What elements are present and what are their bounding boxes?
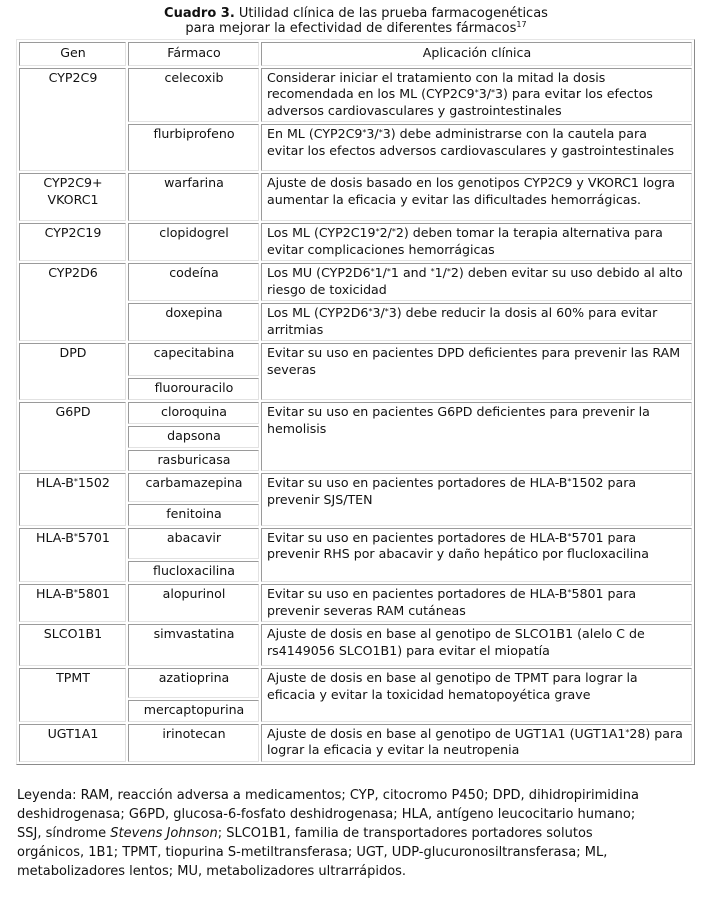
application-cell: Evitar su uso en pacientes DPD deficientes para prevenir las RAM severas: [261, 343, 692, 400]
gene-cell: HLA-B*5801: [19, 584, 126, 622]
table-row: [19, 223, 692, 261]
allele-star-marker: *: [474, 88, 479, 97]
drug-cell: cloroquina: [128, 402, 259, 424]
table-row: [19, 68, 692, 123]
application-cell: Evitar su uso en pacientes portadores de HLA-B*5701 para prevenir RHS por abacavir y daño hepático por flucloxacilina: [261, 528, 692, 583]
table-row: [19, 473, 692, 502]
application-cell: Los ML (CYP2C19*2/*2) deben tomar la terapia alternativa para evitar complicaciones hemorrágicas: [261, 223, 692, 261]
drug-cell: simvastatina: [128, 624, 259, 666]
allele-star-marker: *: [378, 128, 383, 137]
gene-cell: CYP2C9+ VKORC1: [19, 173, 126, 221]
legend-italic-term: Stevens Johnson: [110, 826, 218, 841]
table-row: [19, 173, 692, 221]
allele-star-marker: *: [391, 227, 396, 236]
drug-cell: alopurinol: [128, 584, 259, 622]
caption-title-part-2: para mejorar la efectividad de diferentes fármacos: [185, 21, 517, 36]
drug-cell: flurbiprofeno: [128, 124, 259, 171]
caption-label: Cuadro 3.: [164, 6, 235, 21]
gene-cell: CYP2C9: [19, 68, 126, 172]
drug-cell: mercaptopurina: [128, 700, 259, 722]
table-legend: [17, 786, 657, 881]
legend-text-1: Leyenda: RAM, reacción adversa a medicamentos; CYP, citocromo P450; DPD, dihidropirimidina deshidrogenasa; G6PD, glucosa-6-fosfato deshidrogenasa; HLA, antígeno leucocitario humano; SSJ, síndrome: [17, 788, 639, 841]
gene-cell: SLCO1B1: [19, 624, 126, 666]
application-cell: Evitar su uso en pacientes G6PD deficientes para prevenir la hemolisis: [261, 402, 692, 471]
allele-star-marker: *: [386, 267, 391, 276]
table-row: [19, 402, 692, 424]
header-aplicacion: Aplicación clínica: [261, 42, 692, 66]
allele-star-marker: *: [567, 588, 572, 597]
caption-reference: 17: [516, 20, 527, 29]
application-cell: Los MU (CYP2D6*1/*1 and *1/*2) deben evitar su uso debido al alto riesgo de toxicidad: [261, 263, 692, 301]
gene-cell: CYP2D6: [19, 263, 126, 341]
caption-line-2: [16, 21, 696, 36]
drug-cell: flucloxacilina: [128, 561, 259, 583]
drug-cell: codeína: [128, 263, 259, 301]
gene-cell: HLA-B*5701: [19, 528, 126, 583]
table-row: [19, 343, 692, 376]
drug-cell: doxepina: [128, 303, 259, 341]
gene-cell: HLA-B*1502: [19, 473, 126, 526]
allele-star-marker: *: [73, 477, 78, 486]
caption-line-1: [16, 6, 696, 21]
application-cell: Los ML (CYP2D6*3/*3) debe reducir la dosis al 60% para evitar arritmias: [261, 303, 692, 341]
legend-text-2: ; SLCO1B1, familia de transportadores portadores solutos orgánicos, 1B1; TPMT, tiopurina S-metiltransferasa; UGT, UDP-glucuronosiltransferasa; ML, metabolizadores lentos; MU, metabolizadores ultrarrápidos.: [17, 826, 608, 879]
caption-title-part-1: Utilidad clínica de las prueba farmacogenéticas: [234, 6, 548, 21]
gene-cell: DPD: [19, 343, 126, 400]
allele-star-marker: *: [430, 267, 435, 276]
table-row: [19, 528, 692, 559]
application-cell: En ML (CYP2C9*3/*3) debe administrarse con la cautela para evitar los efectos adversos cardiovasculares y gastrointestinales: [261, 124, 692, 171]
header-row: [19, 42, 692, 66]
header-gen: Gen: [19, 42, 126, 66]
drug-cell: warfarina: [128, 173, 259, 221]
drug-cell: azatioprina: [128, 668, 259, 698]
table-caption: [16, 6, 696, 36]
table-row: [19, 668, 692, 698]
allele-star-marker: *: [625, 727, 630, 737]
application-cell: Ajuste de dosis en base al genotipo de TPMT para lograr la eficacia y evitar la toxicidad hematopoyética grave: [261, 668, 692, 722]
drug-cell: clopidogrel: [128, 223, 259, 261]
application-cell: Considerar iniciar el tratamiento con la mitad la dosis recomendada en los ML (CYP2C9*3/*3) para evitar los efectos adversos cardiovasculares y gastrointestinales: [261, 68, 692, 123]
application-cell: Ajuste de dosis basado en los genotipos CYP2C9 y VKORC1 logra aumentar la eficacia y evitar las dificultades hemorrágicas.: [261, 173, 692, 221]
allele-star-marker: *: [73, 588, 78, 597]
gene-cell: TPMT: [19, 668, 126, 722]
pharmacogenetics-table: [16, 39, 695, 765]
drug-cell: fluorouracilo: [128, 378, 259, 400]
drug-cell: rasburicasa: [128, 450, 259, 472]
drug-cell: celecoxib: [128, 68, 259, 123]
allele-star-marker: *: [370, 267, 375, 276]
table-row: [19, 584, 692, 622]
drug-cell: dapsona: [128, 426, 259, 448]
application-cell: Evitar su uso en pacientes portadores de HLA-B*5801 para prevenir severas RAM cutáneas: [261, 584, 692, 622]
table-row: [19, 724, 692, 762]
drug-cell: irinotecan: [128, 724, 259, 762]
allele-star-marker: *: [375, 227, 380, 236]
allele-star-marker: *: [567, 531, 572, 541]
allele-star-marker: *: [362, 128, 367, 137]
allele-star-marker: *: [384, 307, 389, 316]
allele-star-marker: *: [368, 307, 373, 316]
gene-cell: CYP2C19: [19, 223, 126, 261]
drug-cell: carbamazepina: [128, 473, 259, 502]
application-cell: Ajuste de dosis en base al genotipo de UGT1A1 (UGT1A1*28) para lograr la eficacia y evitar la neutropenia: [261, 724, 692, 762]
application-cell: Evitar su uso en pacientes portadores de HLA-B*1502 para prevenir SJS/TEN: [261, 473, 692, 526]
drug-cell: abacavir: [128, 528, 259, 559]
allele-star-marker: *: [490, 88, 495, 97]
gene-cell: G6PD: [19, 402, 126, 471]
allele-star-marker: *: [567, 477, 572, 486]
drug-cell: fenitoina: [128, 504, 259, 526]
allele-star-marker: *: [73, 531, 78, 541]
application-cell: Ajuste de dosis en base al genotipo de SLCO1B1 (alelo C de rs4149056 SLCO1B1) para evitar el miopatía: [261, 624, 692, 666]
header-farmaco: Fármaco: [128, 42, 259, 66]
table-body: [19, 68, 692, 762]
allele-star-marker: *: [446, 267, 451, 276]
table-row: [19, 624, 692, 666]
drug-cell: capecitabina: [128, 343, 259, 376]
table-row: [19, 263, 692, 301]
gene-cell: UGT1A1: [19, 724, 126, 762]
